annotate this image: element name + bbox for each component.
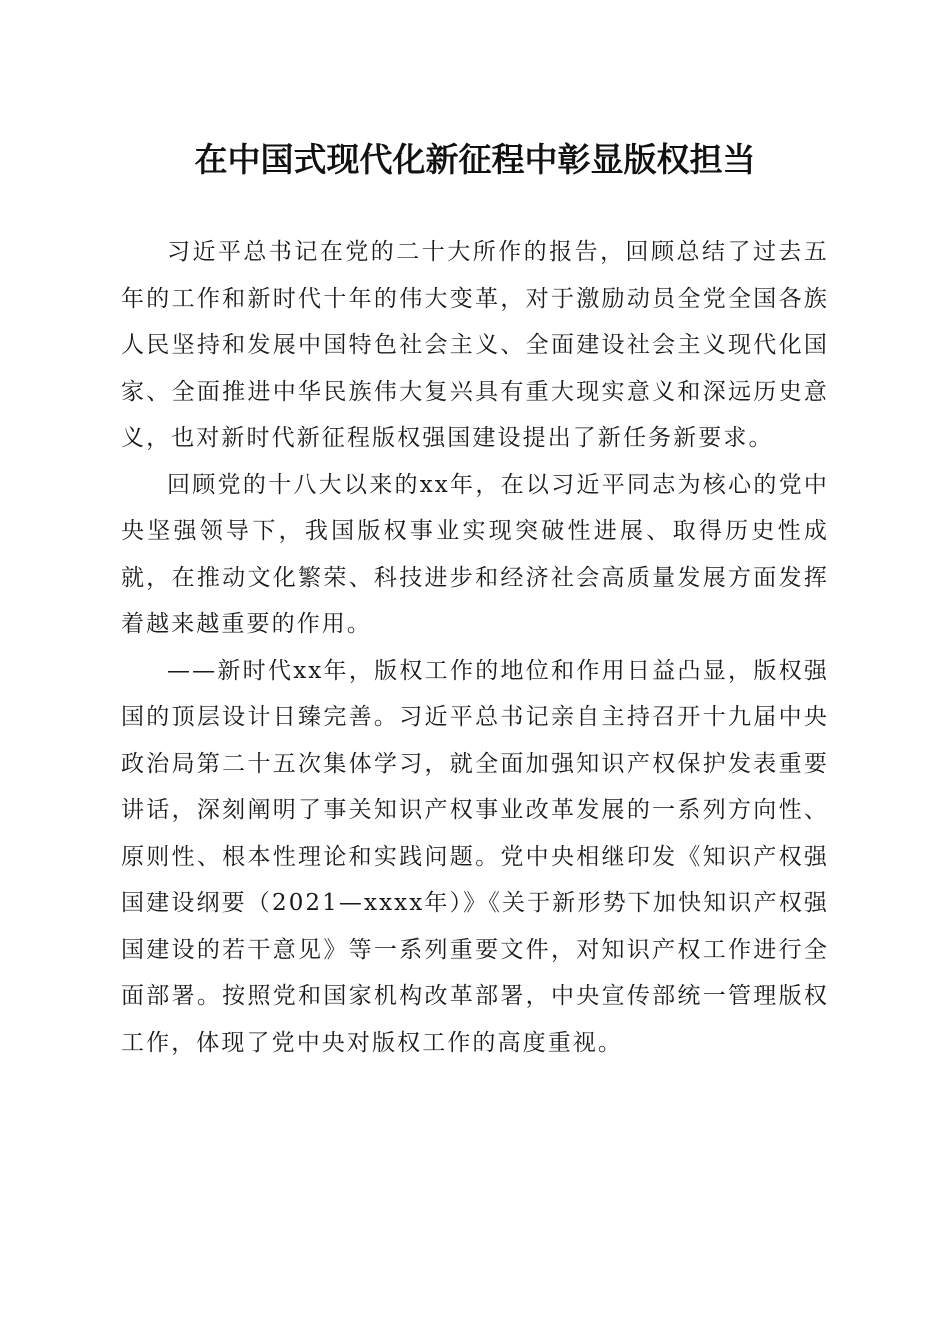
paragraph-3: ——新时代xx年，版权工作的地位和作用日益凸显，版权强国的顶层设计日臻完善。习近平总书记亲自主持召开十九届中央政治局第二十五次集体学习，就全面加强知识产权保护发表重要讲话，深刻阐明了事关知识产权事业改革发展的一系列方向性、原则性、根本性理论和实践问题。党中央相继印发《知识产权强国建设纲要（2021—xxxx年）》《关于新形势下加快知识产权强国建设的若干意见》等一系列重要文件，对知识产权工作进行全面部署。按照党和国家机构改革部署，中央宣传部统一管理版权工作，体现了党中央对版权工作的高度重视。: [121, 657, 829, 1056]
paragraph-2: 回顾党的十八大以来的xx年，在以习近平同志为核心的党中央坚强领导下，我国版权事业实现突破性进展、取得历史性成就，在推动文化繁荣、科技进步和经济社会高质量发展方面发挥着越来越重要的作用。: [121, 471, 829, 637]
document-title: 在中国式现代化新征程中彰显版权担当: [194, 140, 756, 179]
paragraph-1: 习近平总书记在党的二十大所作的报告，回顾总结了过去五年的工作和新时代十年的伟大变革，对于激励动员全党全国各族人民坚持和发展中国特色社会主义、全面建设社会主义现代化国家、全面推进中华民族伟大复兴具有重大现实意义和深远历史意义，也对新时代新征程版权强国建设提出了新任务新要求。: [121, 239, 829, 451]
document-body: [121, 229, 829, 1066]
